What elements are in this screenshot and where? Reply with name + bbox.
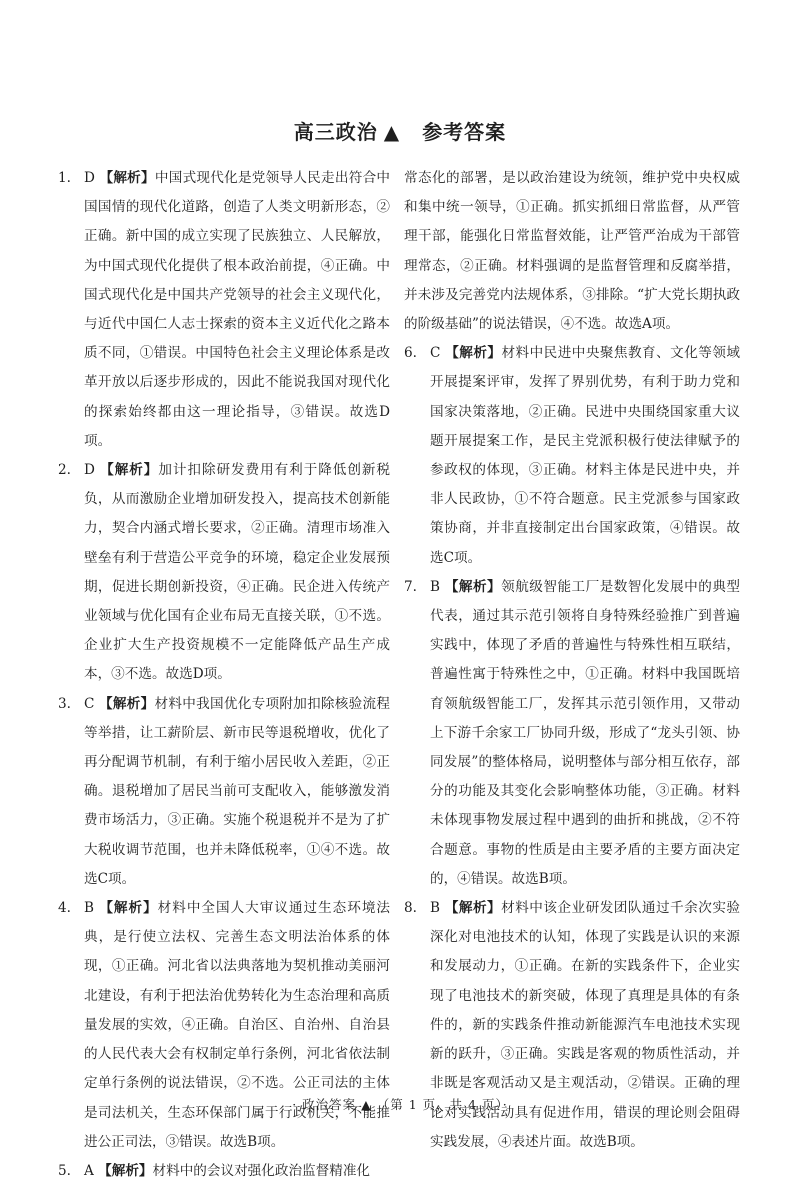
page-title [0,116,800,145]
analysis-tag: 【解析】 [99,695,155,712]
question-number: 6. [404,345,417,362]
analysis-text: 加计扣除研发费用有利于降低创新税负，从而激励企业增加研发投入，提高技术创新能力，契合内涵式增长要求，②正确。清理市场准入壁垒有利于营造公平竞争的环境，稳定企业发展预期，促进长期创新投资，④正确。民企进入传统产业领域与优化国有企业布局无直接关联，①不选。企业扩大生产投资规模不一定能降低产品生产成本，③不选。故选D项。 [84,462,390,683]
question-number: 3. [58,695,71,712]
question-1 [58,164,390,456]
answer-letter: D [84,170,95,186]
question-number: 1. [58,170,71,186]
analysis-tag: 【解析】 [444,900,502,917]
answer-letter: B [430,578,440,595]
analysis-text: 领航级智能工厂是数智化发展中的典型代表，通过其示范引领将自身特殊经验推广到普遍实践中，体现了矛盾的普遍性与特殊性相互联结，普遍性寓于特殊性之中，①正确。材料中我国既培育领航级智能工厂，发挥其示范引领作用，又带动上下游千余家工厂协同升级，形成了“龙头引领、协同发展”的整体格局，说明整体与部分相互依存，部分的功能及其变化会影响整体功能，③正确。材料未体现事物发展过程中遇到的曲折和挑战，②不符合题意。事物的性质是由主要矛盾的主要方面决定的，④错误。故选B项。 [430,578,741,887]
answer-letter: D [84,462,95,479]
right-column [404,164,740,1157]
answer-letter: C [84,695,95,712]
question-2 [58,456,390,690]
question-4 [58,894,390,1157]
question-5 [58,1157,390,1186]
question-number: 8. [404,900,417,917]
question-number: 7. [404,578,417,595]
question-7 [404,573,740,894]
title-left: 高三政治 [293,120,378,144]
question-6 [404,339,740,573]
question-5-continued [404,164,740,339]
answer-letter: C [430,345,441,362]
analysis-tag: 【解析】 [444,578,502,595]
left-column [58,164,390,1186]
triangle-icon: ▲ [383,120,401,144]
analysis-tag: 【解析】 [445,345,502,362]
analysis-text: 常态化的部署，是以政治建设为统领，维护党中央权威和集中统一领导，①正确。抓实抓细日常监督，从严管理干部，能强化日常监督效能，让严管严治成为干部管理常态，②正确。材料强调的是监督管理和反腐举措，并未涉及完善党内法规体系，③排除。“扩大党长期执政的阶级基础”的说法错误，④不选。故选A项。 [404,170,740,333]
analysis-text: 材料中该企业研发团队通过千余次实验深化对电池技术的认知，体现了实践是认识的来源和发展动力，①正确。在新的实践条件下，企业实现了电池技术的新突破，体现了真理是具体的有条件的，新的实践条件推动新能源汽车电池技术实现新的跃升，③正确。实践是客观的物质性活动，并非既是客观活动又是主观活动，②错误。正确的理论对实践活动具有促进作用，错误的理论则会阻碍实践发展，④表述片面。故选B项。 [430,900,741,1150]
analysis-tag: 【解析】 [99,170,155,186]
question-3 [58,690,390,894]
title-right: 参考答案 [422,120,507,144]
question-number: 4. [58,900,71,917]
analysis-tag: 【解析】 [98,1162,153,1179]
analysis-tag: 【解析】 [100,462,159,479]
analysis-text: 材料中民进中央聚焦教育、文化等领域开展提案评审，发挥了界别优势，有利于助力党和国家决策落地，②正确。民进中央围绕国家重大议题开展提案工作，是民主党派积极行使法律赋予的参政权的体现，③正确。材料主体是民进中央，并非人民政协，①不符合题意。民主党派参与国家政策协商，并非直接制定出台国家政策，④错误。故选C项。 [430,345,741,566]
question-number: 2. [58,462,71,479]
analysis-text: 材料中的会议对强化政治监督精准化 [152,1162,371,1179]
question-number: 5. [58,1162,71,1179]
analysis-text: 材料中我国优化专项附加扣除核验流程等举措，让工薪阶层、新市民等退税增收，优化了再分配调节机制，有利于缩小居民收入差距，②正确。退税增加了居民当前可支配收入，能够激发消费市场活力，③正确。实施个税退税并不是为了扩大税收调节范围，也并未降低税率，①④不选。故选C项。 [84,695,391,887]
analysis-text: 材料中全国人大审议通过生态环境法典，是行使立法权、完善生态文明法治体系的体现，①正确。河北省以法典落地为契机推动美丽河北建设，有利于把法治优势转化为生态治理和高质量发展的实效，④正确。自治区、自治州、自治县的人民代表大会有权制定单行条例，河北省依法制定单行条例的说法错误，②不选。公正司法的主体是司法机关，生态环保部门属于行政机关，不能推进公正司法，③错误。故选B项。 [84,900,391,1150]
page-footer: · 政治答案 ▲ （第 1 页，共 4 页）· [292,1097,508,1112]
answer-letter: B [430,900,440,917]
question-8 [404,894,740,1157]
answer-letter: A [84,1162,94,1179]
analysis-text: 中国式现代化是党领导人民走出符合中国国情的现代化道路，创造了人类文明新形态，②正确。新中国的成立实现了民族独立、人民解放，为中国式现代化提供了根本政治前提，④正确。中国式现代化是中国共产党领导的社会主义现代化，与近代中国仁人志士探索的资本主义近代化之路本质不同，①错误。中国特色社会主义理论体系是改革开放以后逐步形成的，因此不能说我国对现代化的探索始终都由这一理论指导，③错误。故选D项。 [84,170,391,449]
analysis-tag: 【解析】 [99,900,158,917]
answer-letter: B [84,900,94,917]
